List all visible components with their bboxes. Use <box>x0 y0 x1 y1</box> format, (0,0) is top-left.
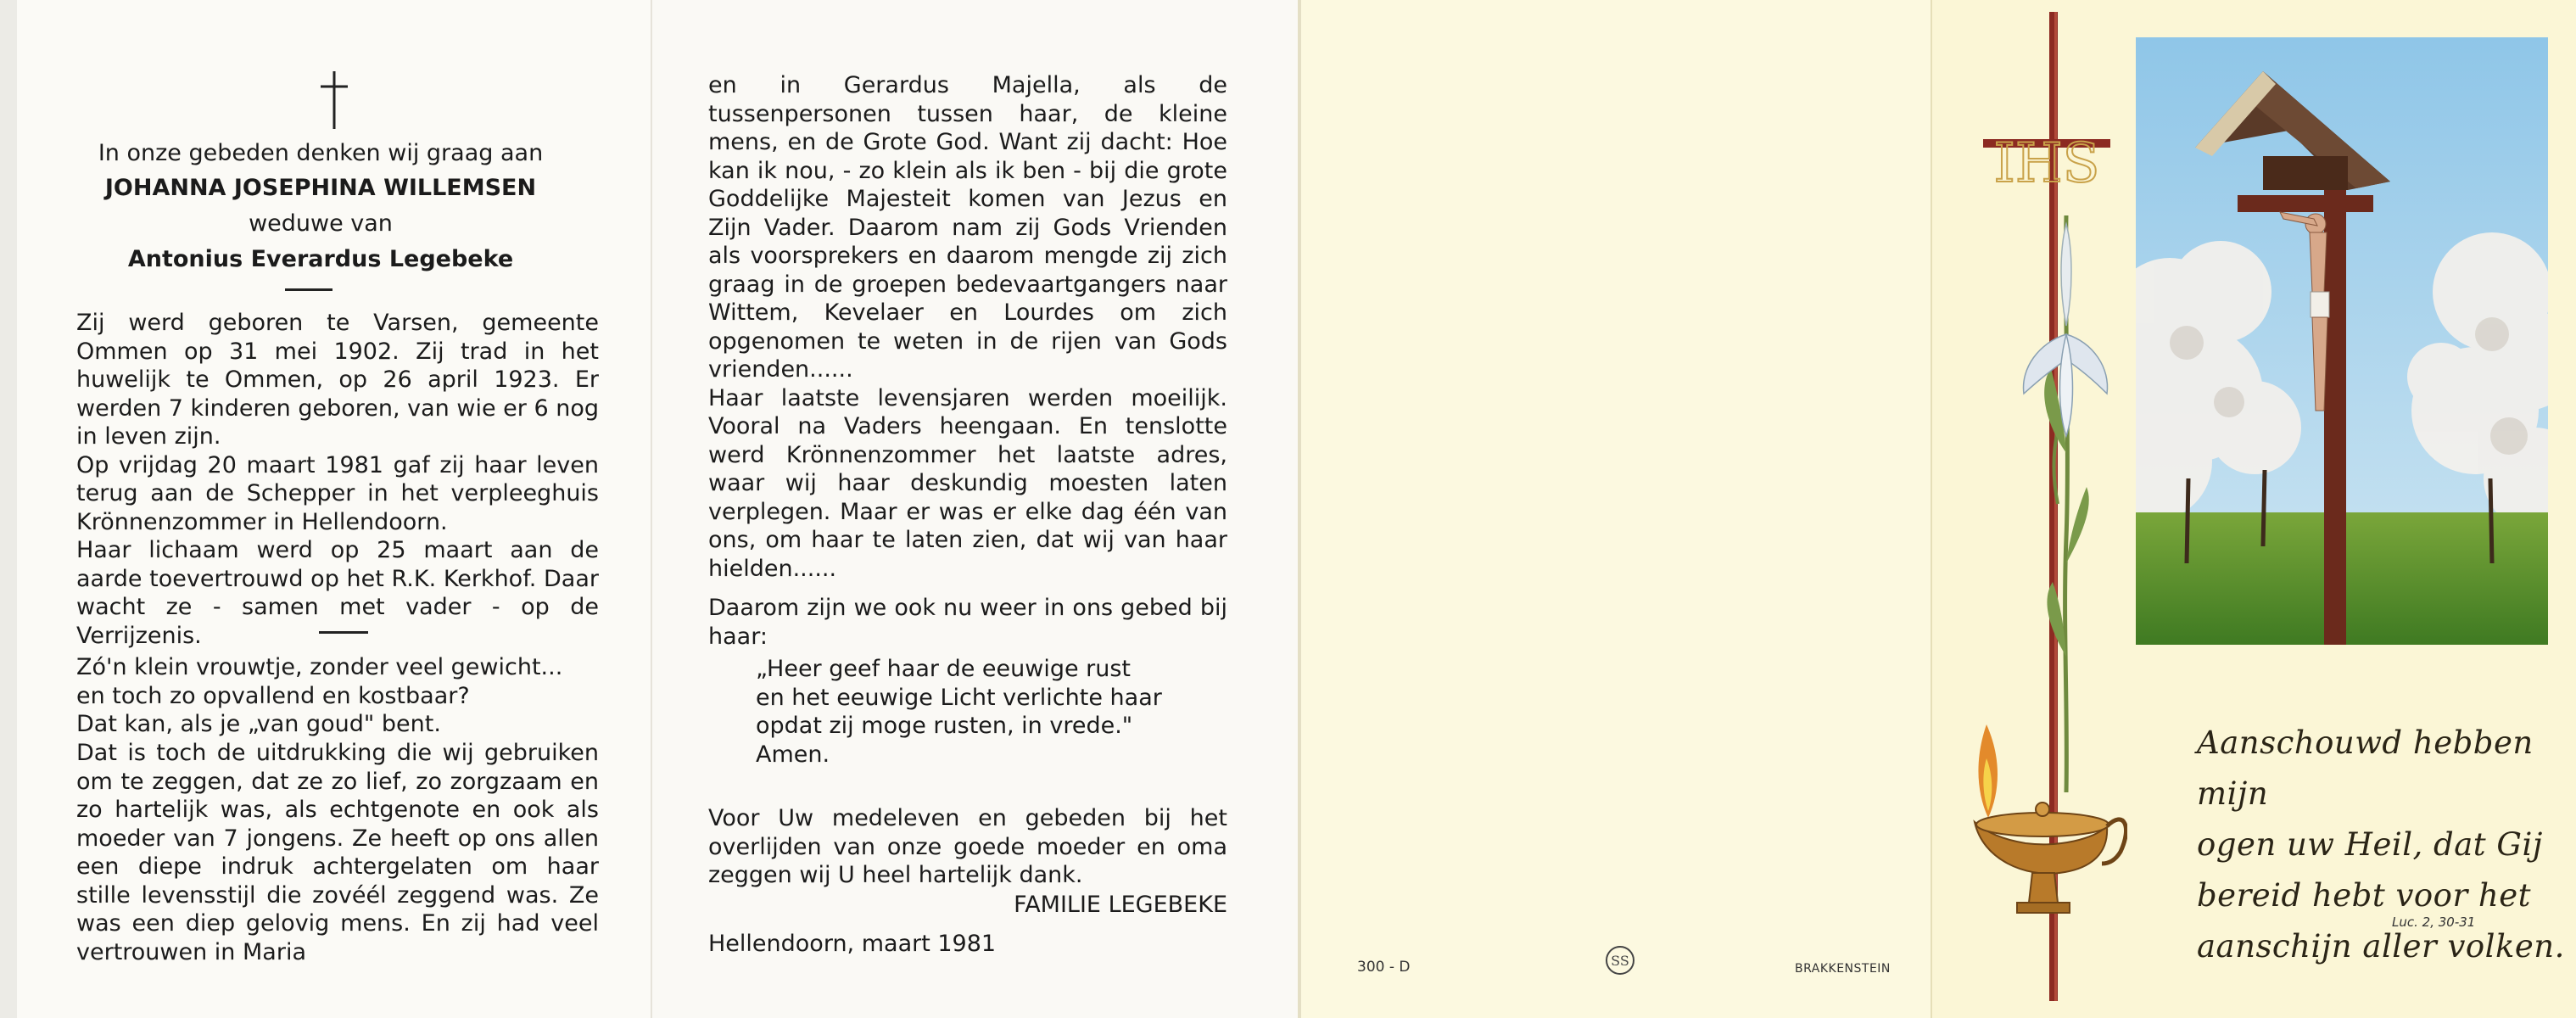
verse-line: bereid hebt voor het <box>2197 877 2531 914</box>
back-cover <box>1298 0 1931 1018</box>
middle-inner-page <box>651 0 1298 1018</box>
thanks-paragraph: Voor Uw medeleven en gebeden bij het overlijden van onze goede moeder en oma zeggen wij U heel hartelijk dank. <box>708 805 1227 888</box>
prayer-line: en het eeuwige Licht verlichte haar <box>756 684 1162 711</box>
character-text <box>76 739 599 966</box>
death-paragraph: Op vrijdag 20 maart 1981 gaf zij haar leven terug aan de Schepper in het verpleeghuis Krönnenzommer in Hellendoorn. <box>76 451 599 535</box>
verse-line: Aanschouwd hebben mijn <box>2197 724 2534 812</box>
prayer-line: Amen. <box>756 741 830 768</box>
divider <box>285 288 332 291</box>
latin-cross-icon <box>319 71 349 129</box>
birth-marriage-paragraph: Zij werd geboren te Varsen, gemeente Ommen op 31 mei 1902. Zij trad in het huwelijk te Ommen, op 26 april 1923. Er werden 7 kinderen geboren, van wie er 6 nog in leven zijn. <box>76 310 599 450</box>
ihs-monogram: IHS <box>1993 132 2100 195</box>
left-inner-page <box>0 0 651 1018</box>
place-date: Hellendoorn, maart 1981 <box>708 931 997 957</box>
poem-lines <box>76 653 599 739</box>
widow-of-label: weduwe van <box>249 210 393 237</box>
publisher-monogram-icon <box>1603 943 1637 977</box>
prayer-intro-paragraph: Daarom zijn we ook nu weer in ons gebed bij haar: <box>708 595 1227 650</box>
front-cover <box>1931 0 2576 1018</box>
verse-line: ogen uw Heil, dat Gij <box>2197 826 2543 863</box>
husband-name: Antonius Everardus Legebeke <box>127 246 514 272</box>
prayer-line: „Heer geef haar de eeuwige rust <box>756 656 1132 682</box>
deceased-name: JOHANNA JOSEPHINA WILLEMSEN <box>104 175 537 201</box>
faith-text <box>708 71 1227 583</box>
character-paragraph: Dat is toch de uitdrukking die wij gebruiken om te zeggen, dat ze zo lief, zo zorgzaam en zo hartelijk was, als echtgenote en ook als moeder van 7 jongens. Ze heeft op ons allen een diepe indruk achtergelaten om haar stille levensstijl die zovéél zeggend was. Ze was een diep gelovig mens. En zij had veel vertrouwen in Maria <box>76 740 599 965</box>
scripture-verse <box>2197 718 2576 972</box>
thanks-text <box>708 804 1227 890</box>
faith-paragraph: en in Gerardus Majella, als de tussenpersonen tussen haar, de kleine mens, en de Grote God. Want zij dacht: Hoe kan ik nou, - zo klein als ik ben - bij die grote Goddelijke Majesteit komen van Jezus en Zijn Vader. Daarom nam zij Gods Vrienden als voorsprekers en daarom mengde zij zich graag in de groepen bedevaartgangers naar Wittem, Kevelaer en Lourdes om zich opgenomen te weten in de rijen van Gods vrienden...... <box>708 72 1227 383</box>
last-years-paragraph: Haar laatste levensjaren werden moeilijk. Vooral na Vaders heengaan. En tenslotte werd Krönnenzommer het laatste adres, waar wij haar deskundig moesten laten verplegen. Maar er was er elke dag één van ons, om haar te laten zien, dat wij van haar hielden...... <box>708 384 1227 582</box>
divider <box>319 631 368 634</box>
family-signature: FAMILIE LEGEBEKE <box>1014 892 1227 918</box>
biography-text <box>76 309 599 650</box>
intro-line: In onze gebeden denken wij graag aan <box>98 140 544 166</box>
prayer-intro <box>708 594 1227 651</box>
poem-line: Zó'n klein vrouwtje, zonder veel gewicht... <box>76 654 563 680</box>
svg-text:SS: SS <box>1611 953 1629 969</box>
card-code: 300 - D <box>1357 959 1411 976</box>
burial-paragraph: Haar lichaam werd op 25 maart aan de aarde toevertrouwd op het R.K. Kerkhof. Daar wacht ze - samen met vader - op de Verrijzenis. <box>76 537 599 649</box>
prayer-line: opdat zij moge rusten, in vrede." <box>756 713 1133 739</box>
scripture-reference: Luc. 2, 30-31 <box>2392 915 2476 930</box>
poem-line: Dat kan, als je „van goud" bent. <box>76 711 441 737</box>
publisher-name: BRAKKENSTEIN <box>1795 962 1891 976</box>
verse-line: aanschijn aller volken. <box>2197 928 2565 965</box>
wayside-crucifix-photo <box>2136 37 2548 645</box>
poem-line: en toch zo opvallend en kostbaar? <box>76 682 470 709</box>
prayer-lines <box>756 655 1227 769</box>
cross-lily-oil-lamp-icon <box>1958 12 2127 1001</box>
